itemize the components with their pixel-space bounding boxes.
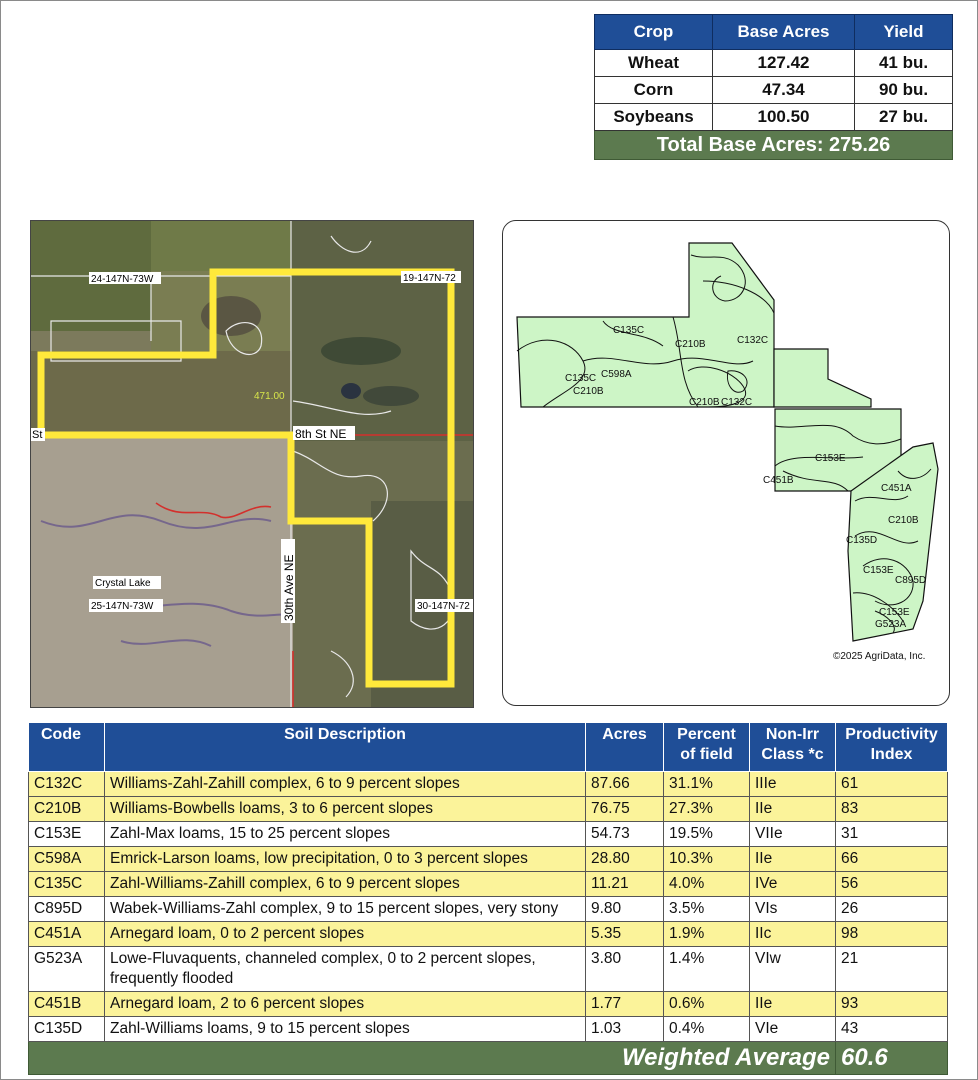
soil-map-label: C210B <box>689 397 720 408</box>
road-label-8th-st: 8th St NE <box>295 427 347 441</box>
table-row <box>29 922 948 947</box>
soil-percent: 31.1% <box>664 772 750 797</box>
soil-description: Arnegard loam, 0 to 2 percent slopes <box>105 922 586 947</box>
soil-map-copyright: ©2025 AgriData, Inc. <box>833 651 926 662</box>
soil-productivity: 83 <box>836 797 948 822</box>
soil-table <box>28 722 948 1075</box>
soil-acres: 9.80 <box>586 897 664 922</box>
non-irr-class-header <box>750 723 836 772</box>
soil-percent: 27.3% <box>664 797 750 822</box>
table-row <box>29 772 948 797</box>
crop-name: Soybeans <box>595 104 713 131</box>
soil-description: Arnegard loam, 2 to 6 percent slopes <box>105 992 586 1017</box>
soil-map-label: C210B <box>573 386 604 397</box>
table-row <box>29 847 948 872</box>
crop-yield: 90 bu. <box>855 77 953 104</box>
soil-productivity: 93 <box>836 992 948 1017</box>
crop-base-acres: 100.50 <box>713 104 855 131</box>
soil-map-label: C132C <box>721 397 753 408</box>
base-acres-header: Base Acres <box>713 15 855 50</box>
soil-class: VIIe <box>750 822 836 847</box>
soil-code: C210B <box>29 797 105 822</box>
soil-map-label: C895D <box>895 575 927 586</box>
weighted-average-row <box>29 1042 948 1075</box>
lake-label: Crystal Lake <box>95 578 151 589</box>
soil-description: Zahl-Williams loams, 9 to 15 percent slopes <box>105 1017 586 1042</box>
soil-class: IIe <box>750 847 836 872</box>
total-base-acres-row <box>595 131 953 160</box>
soil-acres: 28.80 <box>586 847 664 872</box>
crop-header: Crop <box>595 15 713 50</box>
class-header-line2: Class *c <box>761 746 824 763</box>
crop-row-corn <box>595 77 953 104</box>
road-label-30th-ave: 30th Ave NE <box>282 554 296 621</box>
crop-yield: 27 bu. <box>855 104 953 131</box>
table-row <box>29 797 948 822</box>
soil-percent: 10.3% <box>664 847 750 872</box>
soil-productivity: 26 <box>836 897 948 922</box>
code-header: Code <box>29 723 105 772</box>
soil-class: IVe <box>750 872 836 897</box>
parcel-acres-label: 471.00 <box>254 391 285 402</box>
soil-class: VIs <box>750 897 836 922</box>
crop-row-wheat <box>595 50 953 77</box>
soil-map-label: C132C <box>737 335 769 346</box>
section-label-ne: 19-147N-72 <box>403 273 456 284</box>
soil-percent: 3.5% <box>664 897 750 922</box>
soil-description: Williams-Bowbells loams, 3 to 6 percent slopes <box>105 797 586 822</box>
table-row <box>29 947 948 992</box>
soil-map-label: C135C <box>565 373 597 384</box>
soil-map-label: C451B <box>763 475 794 486</box>
soil-description: Williams-Zahl-Zahill complex, 6 to 9 percent slopes <box>105 772 586 797</box>
soil-code: C451A <box>29 922 105 947</box>
crop-yield: 41 bu. <box>855 50 953 77</box>
soil-description: Zahl-Williams-Zahill complex, 6 to 9 percent slopes <box>105 872 586 897</box>
soil-map-label: G523A <box>875 619 907 630</box>
soil-class: VIw <box>750 947 836 992</box>
soil-acres: 76.75 <box>586 797 664 822</box>
weighted-average-label: Weighted Average <box>29 1042 836 1075</box>
soil-acres: 54.73 <box>586 822 664 847</box>
soil-map-label: C210B <box>675 339 706 350</box>
crop-base-acres-table <box>594 14 953 160</box>
soil-percent: 1.4% <box>664 947 750 992</box>
table-row <box>29 822 948 847</box>
soil-table-header <box>29 723 948 772</box>
soil-acres: 3.80 <box>586 947 664 992</box>
soil-acres: 1.03 <box>586 1017 664 1042</box>
acres-header: Acres <box>586 723 664 772</box>
soil-code: C895D <box>29 897 105 922</box>
soil-map-label: C451A <box>881 483 912 494</box>
crop-name: Wheat <box>595 50 713 77</box>
soil-percent: 1.9% <box>664 922 750 947</box>
soil-code: C153E <box>29 822 105 847</box>
soil-acres: 5.35 <box>586 922 664 947</box>
section-label-sw: 25-147N-73W <box>91 601 154 612</box>
soil-class: VIe <box>750 1017 836 1042</box>
soil-map-label: C153E <box>863 565 894 576</box>
crop-name: Corn <box>595 77 713 104</box>
soil-class: IIIe <box>750 772 836 797</box>
pi-header-line1: Productivity <box>845 726 938 743</box>
total-base-acres: Total Base Acres: 275.26 <box>595 131 953 160</box>
section-label-nw: 24-147N-73W <box>91 274 154 285</box>
soil-percent: 19.5% <box>664 822 750 847</box>
soil-map-label: C153E <box>879 607 910 618</box>
table-row <box>29 897 948 922</box>
aerial-map <box>30 220 474 708</box>
soil-productivity: 31 <box>836 822 948 847</box>
weighted-average-value: 60.6 <box>836 1042 948 1075</box>
soil-code: C451B <box>29 992 105 1017</box>
percent-of-field-header <box>664 723 750 772</box>
soil-productivity: 43 <box>836 1017 948 1042</box>
soil-productivity: 66 <box>836 847 948 872</box>
percent-header-line1: Percent <box>677 726 736 743</box>
class-header-line1: Non-Irr <box>765 726 820 743</box>
soil-description-header: Soil Description <box>105 723 586 772</box>
soil-percent: 4.0% <box>664 872 750 897</box>
pi-header-line2: Index <box>870 746 913 763</box>
road-label-west: St <box>32 429 43 441</box>
soil-class: IIc <box>750 922 836 947</box>
yield-header: Yield <box>855 15 953 50</box>
soil-description: Emrick-Larson loams, low precipitation, 0 to 3 percent slopes <box>105 847 586 872</box>
crop-base-acres: 47.34 <box>713 77 855 104</box>
soil-map-label: C210B <box>888 515 919 526</box>
percent-header-line2: of field <box>680 746 733 763</box>
soil-productivity: 98 <box>836 922 948 947</box>
soil-code: C598A <box>29 847 105 872</box>
soil-acres: 1.77 <box>586 992 664 1017</box>
soil-description: Lowe-Fluvaquents, channeled complex, 0 to 2 percent slopes, frequently flooded <box>105 947 586 992</box>
soil-code: C135D <box>29 1017 105 1042</box>
soil-productivity: 21 <box>836 947 948 992</box>
soil-code: C132C <box>29 772 105 797</box>
soil-map-label: C153E <box>815 453 846 464</box>
soil-description: Zahl-Max loams, 15 to 25 percent slopes <box>105 822 586 847</box>
soil-map-label: C135C <box>613 325 645 336</box>
soil-percent: 0.4% <box>664 1017 750 1042</box>
soil-map-label: C598A <box>601 369 632 380</box>
crop-table-header <box>595 15 953 50</box>
table-row <box>29 1017 948 1042</box>
soil-code: G523A <box>29 947 105 992</box>
soil-acres: 87.66 <box>586 772 664 797</box>
table-row <box>29 872 948 897</box>
soil-map-label: C135D <box>846 535 878 546</box>
section-label-se: 30-147N-72 <box>417 601 470 612</box>
soil-code: C135C <box>29 872 105 897</box>
soil-class: IIe <box>750 797 836 822</box>
soil-percent: 0.6% <box>664 992 750 1017</box>
soil-acres: 11.21 <box>586 872 664 897</box>
soil-class: IIe <box>750 992 836 1017</box>
soil-map <box>502 220 950 706</box>
soil-productivity: 56 <box>836 872 948 897</box>
crop-row-soybeans <box>595 104 953 131</box>
crop-base-acres: 127.42 <box>713 50 855 77</box>
soil-description: Wabek-Williams-Zahl complex, 9 to 15 percent slopes, very stony <box>105 897 586 922</box>
table-row <box>29 992 948 1017</box>
soil-productivity: 61 <box>836 772 948 797</box>
productivity-index-header <box>836 723 948 772</box>
